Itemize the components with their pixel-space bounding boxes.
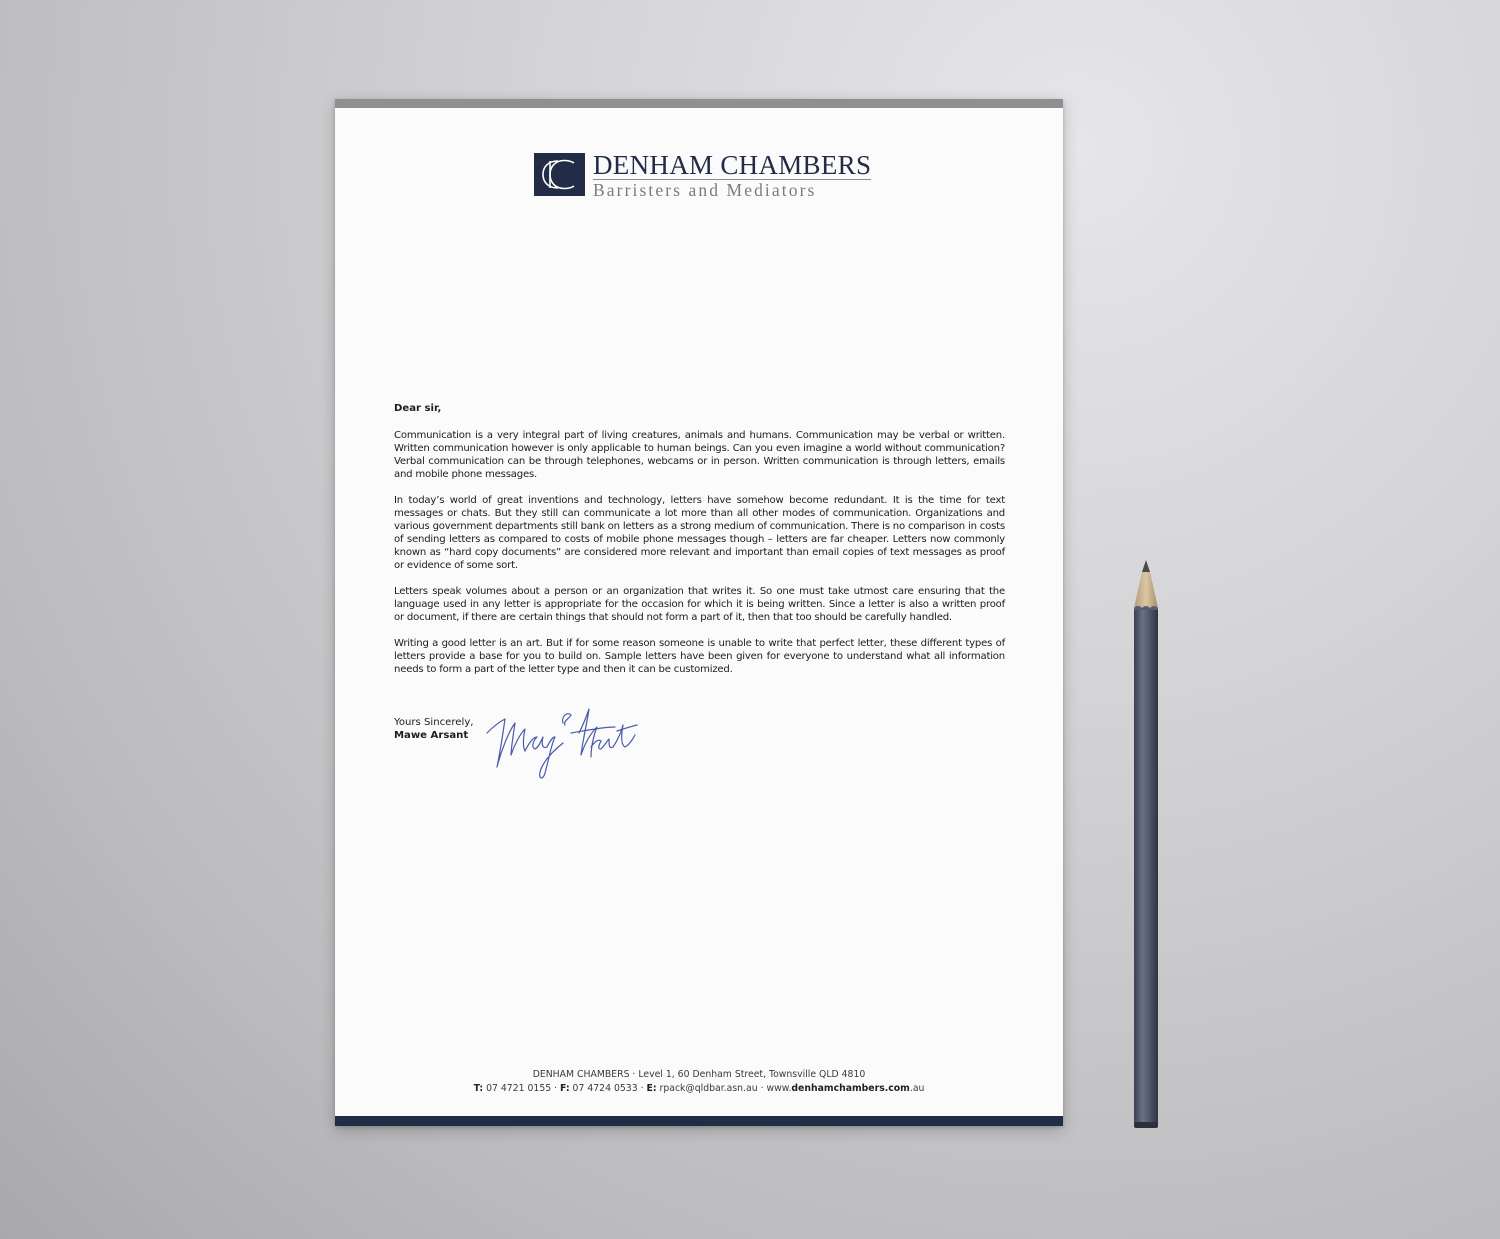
email-and-www: rpack@qldbar.asn.au · www.: [656, 1083, 792, 1094]
closing-phrase: Yours Sincerely,: [394, 717, 474, 728]
letter-body: [394, 402, 1005, 689]
signer-name: Mawe Arsant: [394, 730, 469, 741]
email-label: E:: [646, 1083, 657, 1094]
letterhead-footer: [335, 1068, 1063, 1096]
letterhead-paper: [335, 99, 1063, 1126]
handwritten-signature: [483, 703, 643, 788]
firm-logo: [534, 150, 872, 200]
footer-address: DENHAM CHAMBERS · Level 1, 60 Denham Street, Townsville QLD 4810: [532, 1069, 866, 1080]
top-grey-band: [335, 99, 1063, 108]
letter-paragraph-3: Letters speak volumes about a person or an organization that writes it. So one must take utmost care ensuring that the language used in any letter is appropriate for the occasion for which it is being written. Since a letter is also a written proof or document, if there are certain things that should not form a part of it, then that too should be carefully handled.: [394, 586, 1005, 623]
letter-closing: [394, 716, 474, 742]
phone-label: T:: [473, 1083, 484, 1094]
logo-wordmark: [593, 150, 872, 200]
website-tld: .au: [909, 1083, 925, 1094]
phone-number: 07 4721 0155 ·: [483, 1083, 561, 1094]
signature-icon: [483, 703, 643, 783]
letter-paragraph-4: Writing a good letter is an art. But if for some reason someone is unable to write that perfect letter, these different types of letters provide a base for you to build on. Sample letters have been given for everyone to understand what all information needs to form a part of the letter type and then it can be customized.: [394, 638, 1005, 675]
bottom-navy-band: [335, 1116, 1063, 1126]
fax-number: 07 4724 0533 ·: [569, 1083, 647, 1094]
fax-label: F:: [560, 1083, 570, 1094]
pencil-icon: [1128, 560, 1164, 1135]
footer-contacts: [335, 1082, 1063, 1096]
firm-tagline: Barristers and Mediators: [593, 180, 817, 200]
salutation: Dear sir,: [394, 403, 442, 414]
pencil-graphic: [1128, 560, 1164, 1130]
dc-monogram-icon: [534, 153, 585, 196]
firm-name: DENHAM CHAMBERS: [593, 150, 872, 180]
website-domain: denhamchambers.com: [791, 1083, 910, 1094]
letter-paragraph-2: In today’s world of great inventions and technology, letters have somehow become redundant. It is the time for text messages or chats. But they still can communicate a lot more than all other modes of communication. Organizations and various government departments still bank on letters as a strong medium of communication. There is no comparison in costs of sending letters as compared to costs of mobile phone messages though – letters are far cheaper. Letters now commonly known as “hard copy documents” are considered more relevant and important than email copies of text messages as proof or evidence of some sort.: [394, 495, 1005, 571]
letter-paragraph-1: Communication is a very integral part of living creatures, animals and humans. Communication may be verbal or written. Written communication however is only applicable to human beings. Can you even imagine a world without communication? Verbal communication can be through telephones, webcams or in person. Written communication is through letters, emails and mobile phone messages.: [394, 430, 1005, 480]
dc-monogram-graphic: [534, 153, 585, 196]
